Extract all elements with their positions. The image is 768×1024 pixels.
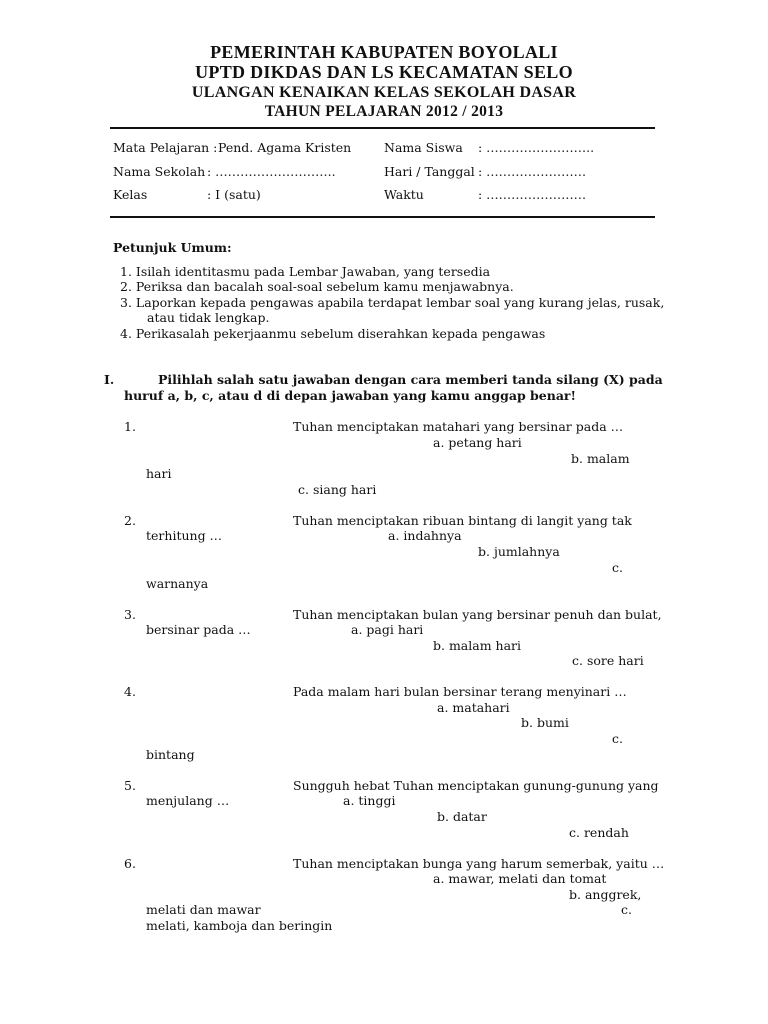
question-stem: Tuhan menciptakan matahari yang bersinar pada … [293,419,624,434]
option-c[interactable]: c. rendah [569,825,629,840]
question-number: 4. [124,684,136,699]
question-stem: Pada malam hari bulan bersinar terang menyinari … [293,684,627,699]
option-c[interactable]: c. [621,902,632,917]
question-number: 6. [124,856,136,871]
option-b-continued: melati dan mawar [146,902,261,917]
option-b[interactable]: b. bumi [521,715,569,730]
section-instruction-line-2: huruf a, b, c, atau d di depan jawaban yang kamu anggap benar! [124,388,577,403]
question-stem-continued: bersinar pada … [146,622,251,637]
option-b[interactable]: b. malam [571,451,630,466]
question-stem: Tuhan menciptakan bulan yang bersinar penuh dan bulat, [293,607,662,622]
option-b-continued: hari [146,466,172,481]
question-stem-continued: terhitung … [146,528,223,543]
option-b[interactable]: b. malam hari [433,638,522,653]
question-number: 1. [124,419,136,434]
identity-divider [110,216,655,218]
question-number: 5. [124,778,136,793]
question-stem-continued: menjulang … [146,793,230,808]
kelas-label: Kelas [113,187,148,202]
option-c-continued: warnanya [146,576,209,591]
instructions-title: Petunjuk Umum: [113,240,232,255]
section-number: I. [104,372,115,387]
question-number: 3. [124,607,136,622]
option-a[interactable]: a. mawar, melati dan tomat [433,871,607,886]
hari-label: Hari / Tanggal [384,164,475,179]
instruction-item: 2. Periksa dan bacalah soal-soal sebelum kamu menjawabnya. [120,279,514,294]
option-b[interactable]: b. anggrek, [569,887,642,902]
option-c-continued: melati, kamboja dan beringin [146,918,333,933]
option-a[interactable]: a. matahari [437,700,510,715]
question-stem: Tuhan menciptakan bunga yang harum semerbak, yaitu … [293,856,665,871]
kelas-value: : I (satu) [207,187,261,202]
mapel-value: Pend. Agama Kristen [218,140,352,155]
waktu-value: : …………………… [478,187,587,202]
option-b[interactable]: b. jumlahnya [478,544,560,559]
section-instruction-line-1: Pilihlah salah satu jawaban dengan cara memberi tanda silang (X) pada [158,372,663,387]
option-a[interactable]: a. pagi hari [351,622,424,637]
option-a[interactable]: a. petang hari [433,435,522,450]
option-b[interactable]: b. datar [437,809,487,824]
header-line-1: PEMERINTAH KABUPATEN BOYOLALI [210,42,558,62]
instruction-item: atau tidak lengkap. [147,310,270,325]
option-c[interactable]: c. [612,731,623,746]
sekolah-label: Nama Sekolah [113,164,206,179]
hari-value: : …………………… [478,164,587,179]
option-a[interactable]: a. indahnya [388,528,462,543]
question-stem: Sungguh hebat Tuhan menciptakan gunung-gunung yang [293,778,659,793]
option-c[interactable]: c. [612,560,623,575]
question-number: 2. [124,513,136,528]
header-line-3: ULANGAN KENAIKAN KELAS SEKOLAH DASAR [191,84,577,101]
waktu-label: Waktu [384,187,424,202]
siswa-value: : …………………….. [478,140,595,155]
option-c-continued: bintang [146,747,195,762]
instruction-item: 4. Perikasalah pekerjaanmu sebelum diserahkan kepada pengawas [120,326,546,341]
instruction-item: 3. Laporkan kepada pengawas apabila terdapat lembar soal yang kurang jelas, rusak, [120,295,665,310]
mapel-label: Mata Pelajaran : [113,140,218,155]
header-line-2: UPTD DIKDAS DAN LS KECAMATAN SELO [195,62,573,82]
siswa-label: Nama Siswa [384,140,463,155]
instruction-item: 1. Isilah identitasmu pada Lembar Jawaban, yang tersedia [120,264,491,279]
question-stem: Tuhan menciptakan ribuan bintang di langit yang tak [293,513,632,528]
sekolah-value: : ……………………….. [207,164,336,179]
header-divider [110,127,655,129]
option-a[interactable]: a. tinggi [343,793,396,808]
option-c[interactable]: c. sore hari [572,653,644,668]
option-c[interactable]: c. siang hari [298,482,377,497]
header-line-4: TAHUN PELAJARAN 2012 / 2013 [264,103,504,120]
